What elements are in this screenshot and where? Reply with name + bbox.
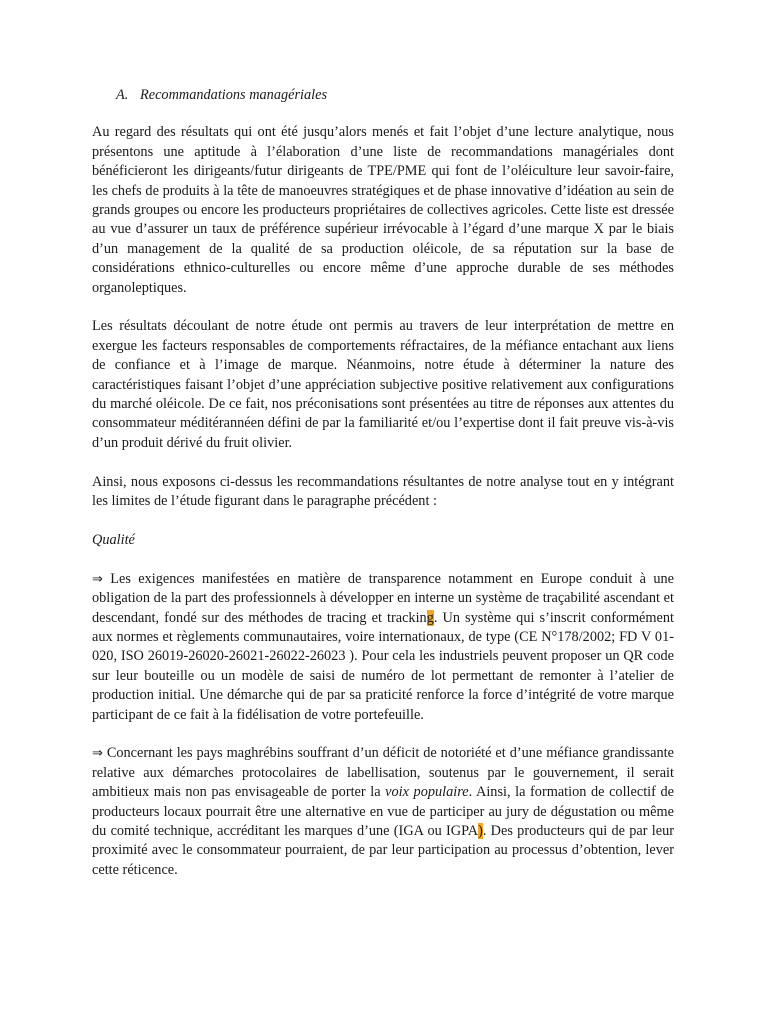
bullet-text: . Des producteurs qui de par leur proximité avec le consommateur pourraient, de par leur participation au processus d’obtention, lever cette réticence. <box>92 822 674 878</box>
heading-title: Recommandations managériales <box>140 87 328 103</box>
subsection-title-qualite: Qualité <box>92 531 135 548</box>
document-page <box>92 86 674 900</box>
bullet-traceability <box>92 570 674 725</box>
highlight-mark: ) <box>478 822 483 839</box>
arrow-right-icon: ⇒ <box>92 571 103 587</box>
bullet-text: . Un système qui s’inscrit conformément aux normes et règlements communautaires, voire internationaux, de type (CE N°178/2002; FD V 01-020, ISO 26019-26020-26021-26022-26023 ). Pour cela les industriels peuvent proposer un QR code sur leur bouteille ou un modèle de saisi de numéro de lot permettant de remonter à l’atelier de production initial. Une démarche qui de par sa praticité renforce la force d’intégrité de votre marque participant de ce fait à la fidélisation de votre portefeuille. <box>92 609 674 723</box>
heading-number: A. <box>116 87 129 103</box>
arrow-right-icon: ⇒ <box>92 746 103 762</box>
bullet-text: Les exigences manifestées en matière de transparence notamment en Europe conduit à une obligation de la part des professionnels à développer en interne un système de traçabilité ascendant et descendant, fondé sur des méthodes de tracing et trackin <box>92 570 674 626</box>
bullet-text: . Ainsi, la formation de collectif de producteurs locaux pourrait être une alternative en vue de participer au jury de dégustation ou même du comité technique, accréditant les marques d’une (IGA ou IGPA <box>92 784 674 839</box>
bullet-maghreb <box>92 744 674 880</box>
paragraph-results: Les résultats découlant de notre étude ont permis au travers de leur interprétation de mettre en exergue les facteurs responsables de comportements réfractaires, de la méfiance entachant aux liens de confiance et à l’image de marque. Néanmoins, notre étude à déterminer la nature des caractéristiques faisant l’objet d’une appréciation subjective positive relativement aux configurations du marché oléicole. De ce fait, nos préconisations sont présentées au titre de réponses aux attentes du consommateur méditérannéen défini de par la familiarité et/ou l’expertise dont il fait preuve vis-à-vis d’un produit dérivé du fruit olivier. <box>92 318 674 451</box>
paragraph-intro: Au regard des résultats qui ont été jusqu’alors menés et fait l’objet d’une lecture analytique, nous présentons une aptitude à l’élaboration d’une liste de recommandations managériales dont bénéficieront les dirigeants/futur dirigeants de TPE/PME qui font de l’oléiculture leur savoir-faire, les chefs de produits à la tête de manoeuvres stratégiques et de phase innovative d’idéation au sein de grands groupes ou encore les producteurs propriétaires de collectives agricoles. Cette liste est dressée au vue d’assurer un taux de préférence supérieur irrévocable à l’égard d’une marque X par le biais d’un management de la qualité de sa production oléicole, de sa réputation sur la base de considérations ethnico-culturelles ou encore même d’une approche durable de ses méthodes organoleptiques. <box>92 124 674 296</box>
highlight-mark: g <box>426 609 434 626</box>
bullet-text: Concernant les pays maghrébins souffrant d’un déficit de notoriété et d’une méfiance grandissante relative aux démarches protocolaires de labellisation, soutenus par le gouvernement, il serait ambitieux mais non pas envisageable de porter la <box>92 745 674 801</box>
bullet-emphasis: voix populaire <box>385 784 469 801</box>
section-heading <box>92 86 674 105</box>
paragraph-transition: Ainsi, nous exposons ci-dessus les recommandations résultantes de notre analyse tout en y intégrant les limites de l’étude figurant dans le paragraphe précédent : <box>92 473 674 510</box>
